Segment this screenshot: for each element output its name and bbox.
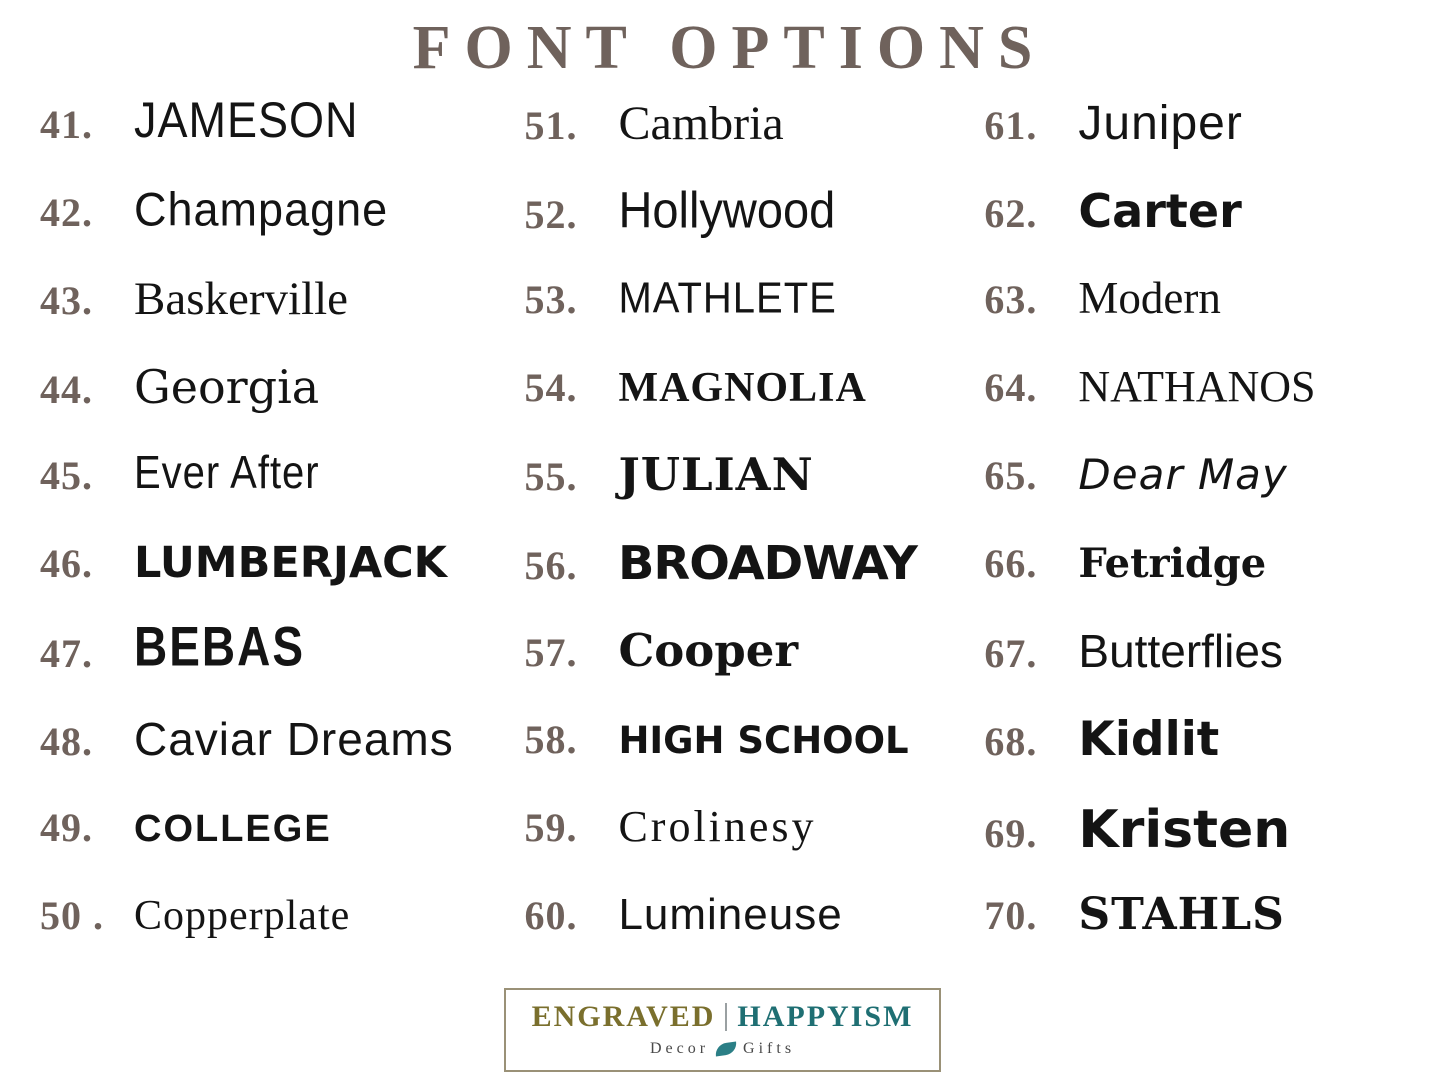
font-option-number: 65. [984, 453, 1038, 499]
font-option-name: BEBAS [134, 615, 306, 678]
font-options-grid [0, 82, 1445, 980]
font-option-number: 70. [984, 893, 1038, 939]
font-option-name: Champagne [134, 182, 389, 237]
leaf-icon [714, 1042, 737, 1057]
font-option-name: COLLEGE [134, 808, 332, 851]
logo-tagline-gifts: Gifts [743, 1040, 796, 1057]
font-option-name: MATHLETE [618, 273, 837, 323]
font-option-number: 43. [40, 278, 93, 324]
brand-logo [0, 988, 1445, 1072]
font-option-number: 57. [524, 630, 578, 676]
font-option-name: Juniper [1078, 97, 1243, 151]
font-option-name: Copperplate [134, 893, 351, 940]
font-option-row [524, 364, 984, 452]
font-option-row [524, 448, 984, 540]
font-option-number: 62. [984, 191, 1038, 237]
font-option-name: Kidlit [1078, 712, 1220, 768]
font-option-name: Butterflies [1078, 625, 1283, 678]
font-option-name: Caviar Dreams [134, 713, 454, 766]
font-option-row [984, 889, 1415, 980]
font-option-name: Georgia [134, 360, 320, 415]
font-option-row [984, 364, 1415, 452]
font-option-name: MAGNOLIA [618, 365, 867, 412]
font-option-row [40, 892, 524, 980]
font-option-number: 67. [984, 631, 1038, 677]
font-option-name: Cambria [618, 97, 784, 151]
font-option-name: Baskerville [134, 273, 349, 326]
font-option-row [984, 800, 1415, 892]
font-option-number: 49. [40, 805, 93, 851]
font-option-number: 48. [40, 719, 93, 765]
font-option-number: 61. [984, 103, 1038, 149]
font-option-name: Modern [1078, 273, 1221, 324]
font-column-3 [984, 97, 1415, 980]
font-column-2 [524, 97, 984, 980]
font-option-row [524, 273, 984, 364]
logo-word-happyism: HAPPYISM [737, 1000, 914, 1033]
font-option-number: 46. [40, 541, 93, 587]
font-option-row [524, 624, 984, 716]
font-option-name: JAMESON [134, 91, 359, 149]
font-option-name: Lumineuse [618, 890, 843, 940]
font-option-row [524, 97, 984, 188]
font-column-1 [40, 91, 524, 980]
font-option-number: 47. [40, 631, 93, 677]
font-option-name: Crolinesy [618, 802, 817, 852]
font-option-name: Ever After [134, 447, 320, 499]
font-option-number: 64. [984, 365, 1038, 411]
font-option-name: NATHANOS [1078, 362, 1316, 412]
font-option-number: 68. [984, 719, 1038, 765]
font-option-row [984, 452, 1415, 540]
font-option-name: Carter [1078, 184, 1242, 239]
font-option-row [524, 804, 984, 892]
font-option-number: 50 . [40, 893, 104, 939]
font-option-row [40, 91, 524, 188]
font-option-row [40, 273, 524, 364]
font-option-row [40, 713, 524, 804]
font-option-number: 60. [524, 893, 578, 939]
font-option-row [524, 716, 984, 804]
font-option-name: Kristen [1078, 800, 1291, 861]
font-option-row [40, 804, 524, 892]
page-title: FONT OPTIONS [412, 14, 1047, 82]
font-option-number: 51. [524, 103, 578, 149]
logo-tagline-decor: Decor [649, 1040, 710, 1057]
font-option-row [984, 184, 1415, 276]
font-option-number: 63. [984, 277, 1038, 323]
font-option-number: 55. [524, 454, 578, 500]
font-option-name: BROADWAY [618, 536, 918, 591]
font-option-name: LUMBERJACK [134, 538, 447, 589]
font-option-row [984, 625, 1415, 716]
font-option-row [984, 712, 1415, 804]
font-option-row [524, 536, 984, 628]
font-option-number: 42. [40, 190, 93, 236]
font-option-number: 58. [524, 717, 578, 763]
font-option-number: 56. [524, 543, 578, 589]
font-option-row [40, 615, 524, 716]
font-option-row [40, 360, 524, 452]
font-option-row [40, 447, 524, 540]
font-option-row [40, 182, 524, 276]
font-option-name: Dear May [1078, 450, 1288, 500]
logo-wordmark [532, 1000, 914, 1034]
logo-tagline [532, 1040, 914, 1058]
font-option-name: STAHLS [1078, 889, 1285, 941]
font-option-row [984, 97, 1415, 188]
font-option-number: 69. [984, 811, 1038, 857]
font-option-number: 59. [524, 805, 578, 851]
font-option-name: Hollywood [618, 181, 836, 239]
font-option-name: Fetridge [1078, 540, 1267, 588]
logo-divider [725, 1003, 727, 1031]
font-option-name: HIGH SCHOOL [618, 719, 909, 763]
font-option-number: 45. [40, 453, 93, 499]
font-option-number: 44. [40, 367, 93, 413]
font-option-number: 41. [40, 102, 93, 148]
logo-box [504, 988, 942, 1072]
font-option-row [524, 892, 984, 980]
font-option-name: JULIAN [618, 448, 814, 502]
font-option-number: 54. [524, 365, 578, 411]
font-option-number: 66. [984, 541, 1038, 587]
font-option-number: 52. [524, 192, 578, 238]
font-option-row [984, 540, 1415, 628]
font-option-row [984, 273, 1415, 364]
font-option-number: 53. [524, 277, 578, 323]
logo-word-engraved: ENGRAVED [531, 1000, 716, 1033]
font-option-name: Cooper [618, 624, 799, 678]
font-option-row [524, 181, 984, 276]
